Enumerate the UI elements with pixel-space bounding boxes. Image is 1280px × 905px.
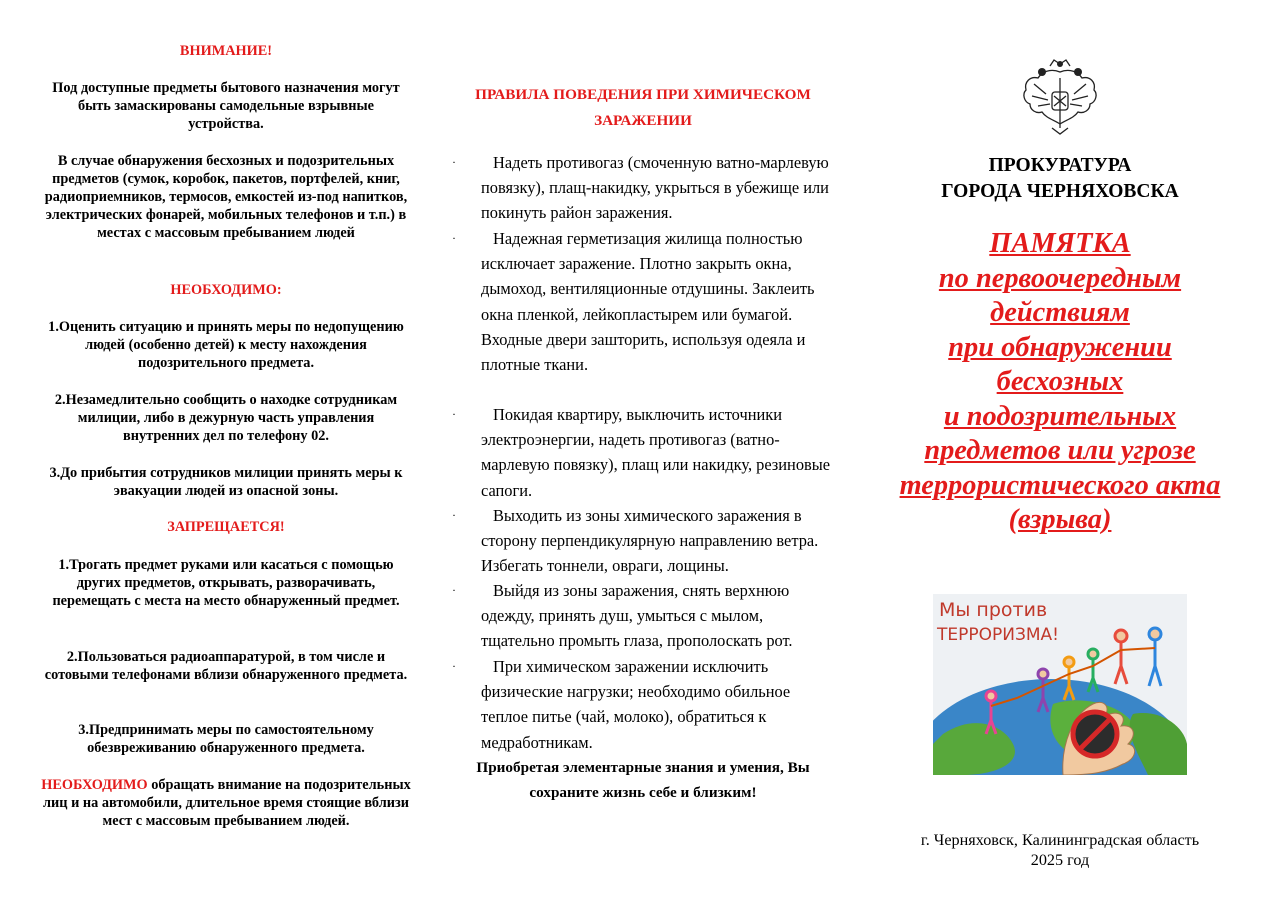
case-text: В случае обнаружения бесхозных и подозрительных предметов (сумок, коробок, пакетов, портфелей, книг, радиоприемников, термосов, емкостей из-под напитков, электрических фонарей, мобильных телефонов и т.п.) в местах с массовым пребыванием людей: [44, 153, 408, 242]
forbidden-item-3: 3.Предпринимать меры по самостоятельному обезвреживанию обнаруженного предмета.: [78, 722, 374, 757]
city-line: г. Черняховск, Калининградская область: [920, 831, 1200, 849]
rule-text: Надежная герметизация жилища полностью исключает заражение. Плотно закрыть окна, дымоход, вентиляционные отдушины. Заклеить окна пленкой, лейкопластырем или бумагой. Входные двери зашторить, используя одеяла и плотные ткани.: [481, 229, 815, 375]
anti-terror-poster: [933, 594, 1187, 775]
bullet-marker: ·: [452, 155, 456, 169]
location-footer: [870, 830, 1250, 870]
final-note: [40, 776, 412, 830]
bullet-marker: ·: [452, 659, 456, 673]
memo-line: действиям: [990, 297, 1130, 328]
poster-caption-line1: Мы против: [939, 599, 1048, 621]
memo-line: бесхозных: [996, 366, 1124, 397]
memo-line: при обнаружении: [948, 331, 1172, 363]
rule-text: Покидая квартиру, выключить источники электроэнергии, надеть противогаз (ватно-марлевую повязку), плащ или накидку, резиновые сапоги.: [481, 405, 831, 500]
chemical-rules-title: ПРАВИЛА ПОВЕДЕНИЯ ПРИ ХИМИЧЕСКОМ ЗАРАЖЕНИИ: [475, 86, 811, 129]
closing-note: Приобретая элементарные знания и умения, Вы сохраните жизнь себе и близким!: [476, 759, 810, 801]
memo-title: [870, 227, 1250, 538]
forbidden-item-2: 2.Пользоваться радиоаппаратурой, в том числе и сотовыми телефонами вблизи обнаруженного предмета.: [44, 649, 408, 684]
memo-line: террористического акта: [899, 469, 1221, 501]
organization-line-1: ПРОКУРАТУРА: [988, 155, 1132, 176]
poster-caption-line2: ТЕРРОРИЗМА!: [937, 625, 1059, 645]
required-item-3: 3.До прибытия сотрудников милиции принять меры к эвакуации людей из опасной зоны.: [49, 465, 403, 500]
organization-line-2: ГОРОДА ЧЕРНЯХОВСКА: [941, 181, 1179, 202]
memo-line: предметов или угрозе: [924, 435, 1196, 466]
rule-text: При химическом заражении исключить физические нагрузки; необходимо обильное теплое питье (чай, молоко), обратиться к медработникам.: [481, 657, 791, 752]
required-item-1: 1.Оценить ситуацию и принять меры по недопущению людей (особенно детей) к месту нахождения подозрительного предмета.: [48, 319, 404, 372]
memo-line: ПАМЯТКА: [989, 228, 1131, 259]
bullet-marker: ·: [452, 508, 456, 522]
coat-of-arms-icon: [1020, 58, 1100, 136]
rule-text: Надеть противогаз (смоченную ватно-марлевую повязку), плащ-накидку, укрыться в убежище или покинуть район заражения.: [481, 153, 829, 223]
rule-text: Выйдя из зоны заражения, снять верхнюю одежду, принять душ, умыться с мылом, тщательно промыть глаза, прополоскать рот.: [481, 581, 793, 651]
bullet-marker: ·: [452, 583, 456, 597]
required-heading: НЕОБХОДИМО:: [170, 282, 282, 298]
right-column: [870, 0, 1250, 905]
poster-drawing: [933, 594, 1187, 775]
bullet-marker: ·: [452, 231, 456, 245]
year-line: 2025 год: [1030, 851, 1090, 869]
memo-line: (взрыва): [1008, 504, 1112, 535]
required-item-2: 2.Незамедлительно сообщить о находке сотрудникам милиции, либо в дежурную часть управления внутренних дел по телефону 02.: [54, 392, 398, 445]
organization-name: [870, 153, 1250, 205]
memo-line: и подозрительных: [943, 400, 1177, 432]
final-note-text: обращать внимание на подозрительных лиц и на автомобили, длительное время стоящие вблизи мест с массовым пребыванием людей.: [43, 777, 411, 830]
final-note-red: НЕОБХОДИМО: [41, 777, 148, 793]
memo-line: по первоочередным: [938, 262, 1182, 294]
middle-column: [446, 0, 840, 905]
rule-text: Выходить из зоны химического заражения в сторону перпендикулярную направлению ветра. Избегать тоннели, овраги, лощины.: [481, 506, 819, 576]
attention-text: Под доступные предметы бытового назначения могут быть замаскированы самодельные взрывные устройства.: [52, 80, 400, 133]
attention-heading: ВНИМАНИЕ!: [179, 43, 273, 59]
forbidden-item-1: 1.Трогать предмет руками или касаться с помощью других предметов, открывать, разворачивать, перемещать с места на место обнаруженный предмет.: [52, 557, 400, 610]
forbidden-heading: ЗАПРЕЩАЕТСЯ!: [167, 519, 285, 535]
bullet-marker: ·: [452, 407, 456, 421]
